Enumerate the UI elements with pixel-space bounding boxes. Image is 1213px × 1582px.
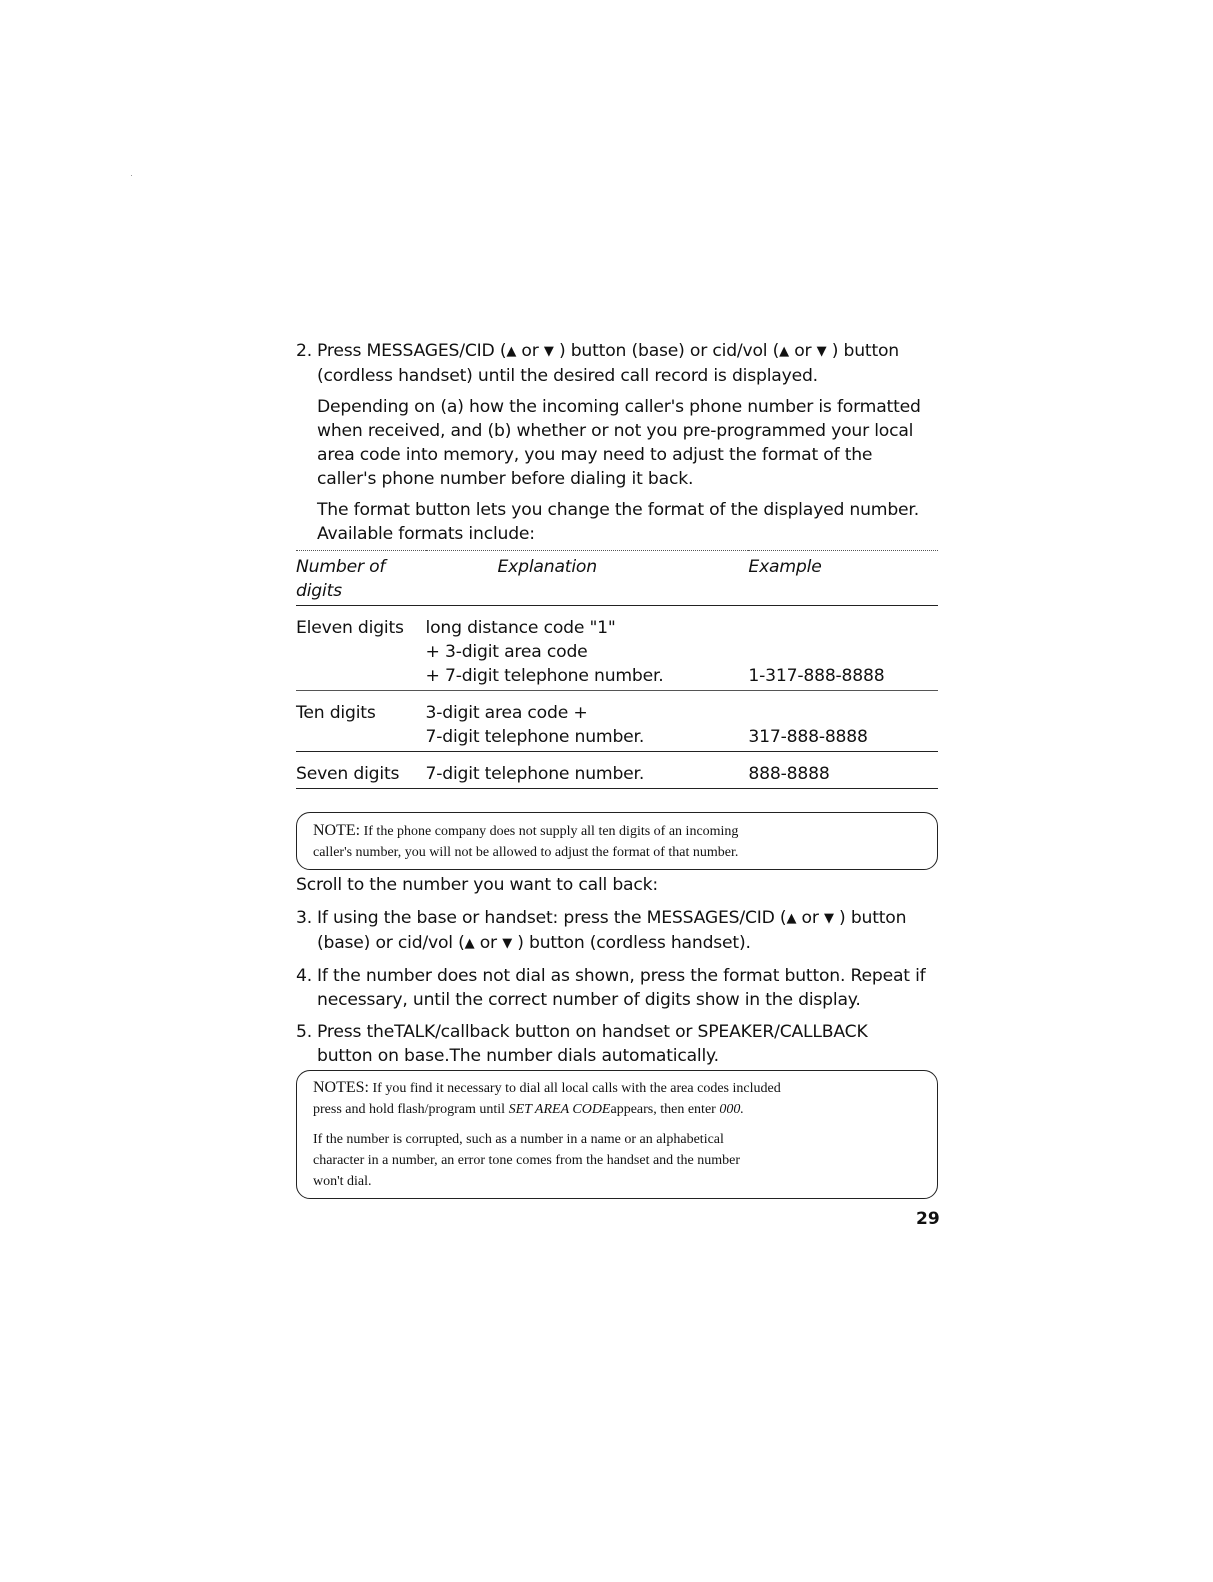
up-triangle-icon: ▲	[779, 344, 789, 359]
down-triangle-icon: ▼	[502, 936, 512, 951]
step-3-line-1	[317, 906, 938, 931]
header-example: Example	[748, 557, 822, 577]
step-number: 2.	[296, 341, 312, 361]
step-body	[317, 339, 938, 388]
step-number: 5.	[296, 1022, 312, 1042]
text-line: 7-digit telephone number.	[425, 727, 645, 747]
emphasis-text: SET AREA CODE	[508, 1102, 611, 1117]
cell-example: 317-888-8888	[748, 727, 868, 747]
step-2	[296, 339, 938, 388]
down-triangle-icon: ▼	[816, 344, 827, 359]
text-segment: press and hold flash/program until	[313, 1102, 509, 1117]
text-line: + 3-digit area code	[425, 642, 588, 662]
cell-digits: Ten digits	[296, 703, 376, 723]
text-segment: or	[796, 908, 824, 928]
cell-digits: Eleven digits	[296, 618, 404, 638]
note-line-2: caller's number, you will not be allowed to adjust the format of that number.	[313, 845, 739, 860]
table-row	[296, 691, 938, 752]
text-segment: ) button	[826, 341, 899, 361]
text-segment: ) button	[833, 908, 907, 928]
text-segment: appears, then enter	[610, 1102, 720, 1117]
step-3-line-2	[317, 931, 938, 956]
step-2-line-2: (cordless handset) until the desired call record is displayed.	[317, 366, 818, 386]
paragraph-depending	[317, 395, 938, 491]
text-line: The format button lets you change the format of the displayed number.	[317, 500, 919, 520]
table-row	[296, 606, 938, 691]
notes-line-1	[313, 1077, 919, 1099]
emphasis-text: 000.	[719, 1102, 744, 1117]
text-segment: or	[516, 341, 544, 361]
table-row	[296, 752, 938, 789]
text-line: Press theTALK/callback button on handset or SPEAKER/CALLBACK	[317, 1022, 868, 1042]
table-header-row	[296, 551, 938, 606]
note-line-1	[313, 820, 919, 842]
text-line: 3-digit area code +	[425, 703, 588, 723]
cell-digits: Seven digits	[296, 764, 400, 784]
text-line: + 7-digit telephone number.	[425, 666, 664, 686]
text-line: button on base.The number dials automatically.	[317, 1046, 719, 1066]
up-triangle-icon: ▲	[506, 344, 517, 359]
note-box	[296, 812, 938, 870]
text-segment: ) button (base) or cid/vol (	[553, 341, 780, 361]
step-5	[296, 1020, 938, 1068]
text-line: necessary, until the correct number of digits show in the display.	[317, 990, 861, 1010]
step-number: 3.	[296, 908, 312, 928]
notes-paragraph-2	[313, 1129, 919, 1192]
paragraph-format	[317, 498, 938, 546]
text-segment: ) button (cordless handset).	[512, 933, 751, 953]
up-triangle-icon: ▲	[464, 936, 475, 951]
text-line: long distance code "1"	[425, 618, 616, 638]
step-3	[296, 906, 938, 956]
notes-box	[296, 1070, 938, 1199]
text-segment: Press MESSAGES/CID (	[317, 341, 507, 361]
cell-explanation	[426, 752, 749, 789]
text-line: If the number does not dial as shown, press the format button. Repeat if	[317, 966, 926, 986]
cell-example: 888-8888	[748, 764, 830, 784]
cell-example: 1-317-888-8888	[748, 666, 885, 686]
step-body	[317, 1020, 938, 1068]
text-line: caller's phone number before dialing it back.	[317, 469, 694, 489]
text-segment: If you find it necessary to dial all local calls with the area codes included	[369, 1081, 781, 1096]
page-content	[296, 339, 938, 1199]
scroll-instruction: Scroll to the number you want to call back:	[296, 875, 658, 895]
step-body	[317, 964, 938, 1012]
text-segment: If using the base or handset: press the MESSAGES/CID (	[317, 908, 787, 928]
down-triangle-icon: ▼	[823, 911, 834, 926]
note-label: NOTE:	[313, 822, 361, 839]
text-line: won't dial.	[313, 1174, 372, 1189]
text-line: If the number is corrupted, such as a number in a name or an alphabetical	[313, 1132, 724, 1147]
page-number: 29	[916, 1209, 940, 1229]
text-segment: or	[788, 341, 817, 361]
text-line: Depending on (a) how the incoming caller's phone number is formatted	[317, 397, 921, 417]
step-number: 4.	[296, 966, 312, 986]
up-triangle-icon: ▲	[786, 911, 797, 926]
text-line: area code into memory, you may need to adjust the format of the	[317, 445, 873, 465]
step-4	[296, 964, 938, 1012]
step-2-line-1	[317, 339, 938, 364]
header-digits: Number of digits	[296, 557, 386, 601]
notes-label: NOTES:	[313, 1079, 369, 1096]
cell-explanation	[426, 606, 749, 691]
header-explanation: Explanation	[497, 557, 597, 577]
text-line: Available formats include:	[317, 524, 535, 544]
text-segment: If the phone company does not supply all ten digits of an incoming	[360, 824, 739, 839]
step-body	[317, 906, 938, 956]
text-segment: or	[474, 933, 503, 953]
text-line: 7-digit telephone number.	[425, 764, 645, 784]
cell-explanation	[426, 691, 749, 752]
notes-line-2	[313, 1099, 919, 1120]
scan-speck	[131, 175, 132, 176]
text-line: when received, and (b) whether or not you pre-programmed your local	[317, 421, 914, 441]
formats-table	[296, 550, 938, 789]
text-line: character in a number, an error tone comes from the handset and the number	[313, 1153, 741, 1168]
down-triangle-icon: ▼	[543, 344, 554, 359]
text-segment: (base) or cid/vol (	[317, 933, 465, 953]
